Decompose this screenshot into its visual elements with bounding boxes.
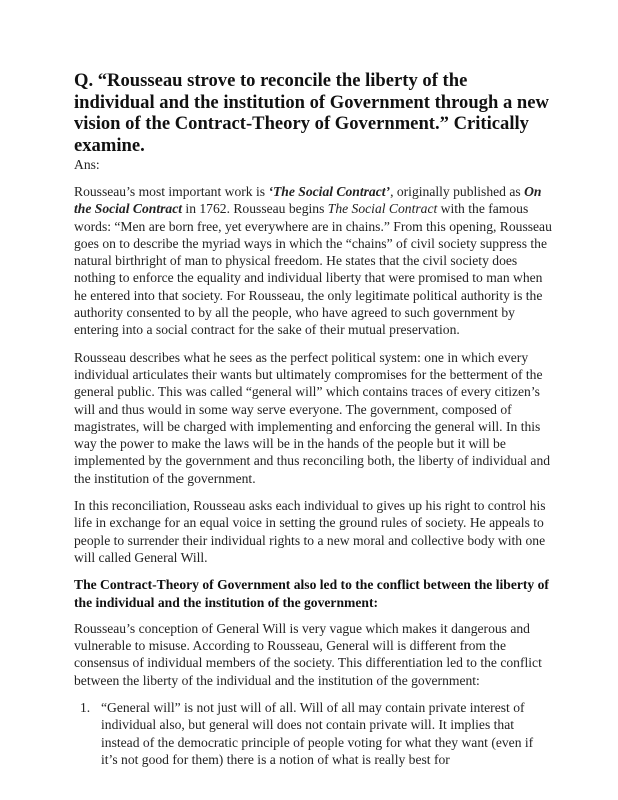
paragraph-intro-part3: in 1762. Rousseau begins — [182, 201, 328, 217]
work-title-on-the-social-contract: On the Social Contract — [74, 184, 542, 217]
paragraph-intro-part4: with the famous words: “Men are born free, yet everywhere are in chains.” From this opening, Rousseau goes on to describe the myriad ways in which the “chains” of civil society suppress the natural birthright of man to physical freedom. He states that the civil society does nothing to enforce the equality and individual liberty that were promised to man when he entered into that society. For Rousseau, the only legitimate political authority is the authority consented to by all the people, who have agreed to such government by entering into a social contract for the sake of their mutual preservation. — [74, 201, 552, 338]
list-item — [74, 699, 552, 768]
paragraph-intro — [74, 183, 552, 339]
work-title-social-contract: ‘The Social Contract’ — [268, 184, 391, 199]
document-page — [74, 70, 552, 768]
section-heading-conflict: The Contract-Theory of Government also led to the conflict between the liberty of the individual and the institution of the government: — [74, 577, 549, 610]
list-item-text: “General will” is not just will of all. Will of all may contain private interest of individual also, but general will does not contain private will. It implies that instead of the democratic principle of people voting for what they want (even if it’s not good for them) there is a notion of what is really best for — [101, 700, 534, 767]
work-title-italic: The Social Contract — [327, 201, 438, 217]
paragraph-reconciliation: In this reconciliation, Rousseau asks each individual to gives up his right to control his life in exchange for an equal voice in setting the ground rules of society. He appeals to people to surrender their individual rights to a new moral and collective body with one will called General Will. — [74, 498, 546, 565]
list-item-number: 1. — [80, 700, 91, 716]
numbered-list — [74, 699, 552, 768]
paragraph-conflict: Rousseau’s conception of General Will is very vague which makes it dangerous and vulnerable to misuse. According to Rousseau, General will is different from the consensus of individual members of the society. This differentiation led to the conflict between the liberty of the individual and the institution of the government: — [74, 620, 542, 688]
answer-label: Ans: — [74, 157, 100, 172]
paragraph-general-will: Rousseau describes what he sees as the perfect political system: one in which every individual articulates their wants but ultimately compromises for the betterment of the general public. This was called “general will” which contains traces of every citizen’s will and thus would in some way serve everyone. The government, composed of magistrates, will be charged with implementing and enforcing the general will. In this way the power to make the laws will be in the hands of the people but it will be implemented by the government and thus reconciling both, the liberty of individual and the institution of the government. — [74, 349, 551, 486]
question-heading: Q. “Rousseau strove to reconcile the liberty of the individual and the institution of Government through a new vision of the Contract-Theory of Government.” Critically examine. — [74, 70, 549, 156]
paragraph-intro-part2: , originally published as — [390, 184, 525, 199]
paragraph-intro-part1: Rousseau’s most important work is — [74, 184, 269, 199]
